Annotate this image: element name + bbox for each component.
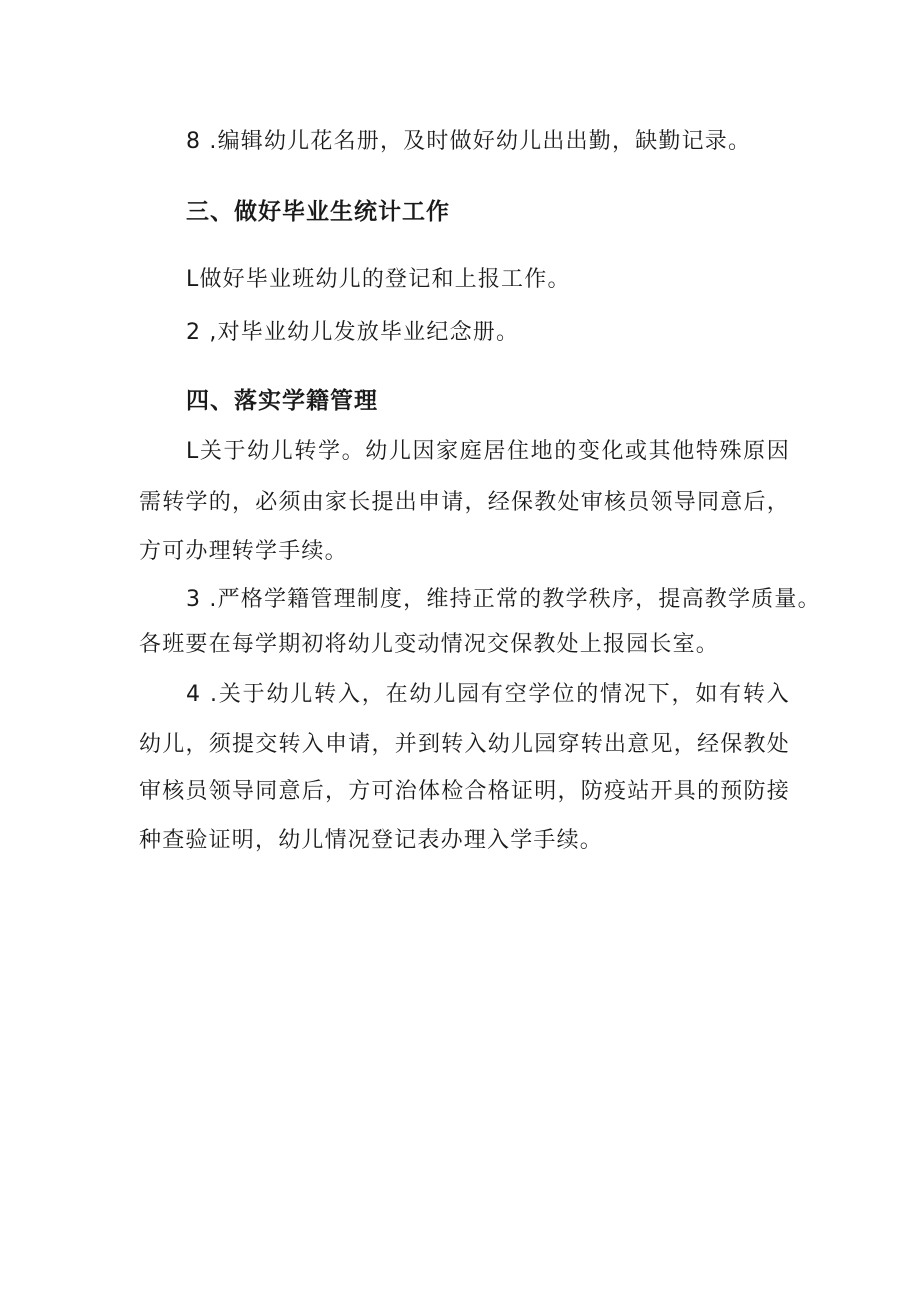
section-4-para-1-line-1: L关于幼儿转学。幼儿因家庭居住地的变化或其他特殊原因: [186, 439, 790, 464]
section-3-item-1: L做好毕业班幼儿的登记和上报工作。: [186, 267, 571, 292]
section-4-para-1-line-2: 需转学的，必须由家长提出申请，经保教处审核员领导同意后，: [139, 490, 790, 515]
section-3-heading: 三、做好毕业生统计工作: [186, 199, 450, 225]
section-3-item-2: 2 ,对毕业幼儿发放毕业纪念册。: [186, 320, 520, 345]
section-4-para-4-line-4: 种查验证明，幼儿情况登记表办理入学手续。: [139, 828, 604, 853]
section-4-para-4-line-2: 幼儿，须提交转入申请，并到转入幼儿园穿转出意见，经保教处: [139, 732, 790, 757]
section-4-para-3-line-2: 各班要在每学期初将幼儿变动情况交保教处上报园长室。: [139, 632, 720, 657]
section-4-heading: 四、落实学籍管理: [186, 388, 378, 414]
section-4-para-3-line-1: 3 .严格学籍管理制度，维持正常的教学秩序，提高教学质量。: [186, 587, 821, 612]
item-8: 8 .编辑幼儿花名册，及时做好幼儿出出勤，缺勤记录。: [186, 129, 752, 154]
section-4-para-1-line-3: 方可办理转学手续。: [139, 539, 348, 564]
section-4-para-4-line-3: 审核员领导同意后，方可治体检合格证明，防疫站开具的预防接: [139, 779, 790, 804]
section-4-para-4-line-1: 4 .关于幼儿转入，在幼儿园有空学位的情况下，如有转入: [186, 682, 790, 707]
